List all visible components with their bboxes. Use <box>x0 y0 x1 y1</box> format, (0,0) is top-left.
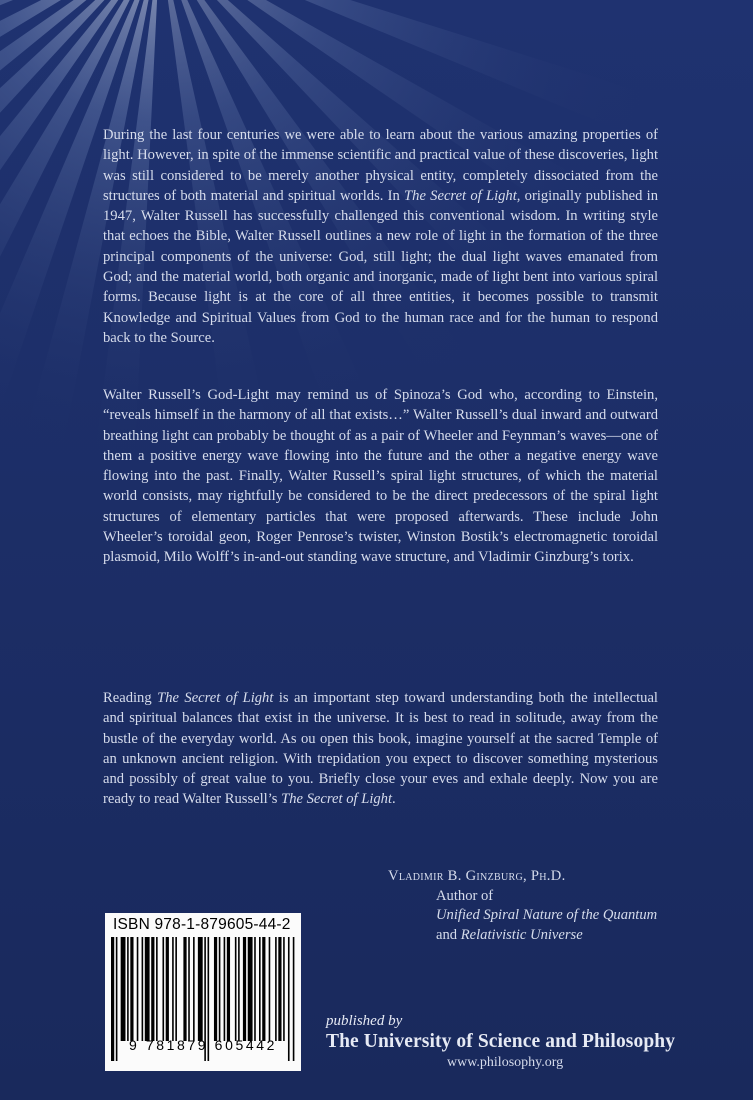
barcode-bar <box>156 937 158 1041</box>
barcode-bar <box>227 937 230 1041</box>
book-title: The Secret of Light, <box>404 187 521 204</box>
signature-role: Author of <box>436 887 494 904</box>
blurb-paragraph-3: Reading The Secret of Light is an important step toward understanding both the intellectual and spiritual balances that exist in the universe. It is best to read in solitude, away from the bustle of the everyday world. As ou open this book, imagine yourself at the sacred Temple of an unknown ancient religion. With trepidation you expect to discover something mysterious and possibly of great value to you. Briefly close your eves and exhale deeply. Now you are ready to read Walter Russell’s The Secret of Light. <box>103 690 658 808</box>
barcode-bar <box>130 937 133 1041</box>
barcode-bar <box>188 937 190 1041</box>
barcode-bar <box>219 937 221 1041</box>
barcode-bar <box>151 937 154 1041</box>
blurb-paragraph-2: Walter Russell’s God-Light may remind us of Spinoza’s God who, according to Einstein, “reveals himself in the harmony of all that exists…” Walter Russell’s dual inward and outward breathing light can probably be thought of as a pair of Wheeler and Feynman’s waves—one of them a positive energy wave flowing into the future and the other a negative energy wave flowing into the past. Finally, Walter Russell’s spiral light structures, of which the material world consists, may rightfully be considered to be the direct predecessors of the spiral light structures of elementary particles that were proposed afterwards. These include John Wheeler’s toroidal geon, Roger Penrose’s twister, Winston Bostik’s electromagnetic toroidal plasmoid, Milo Wolff’s in-and-out standing wave structure, and Vladimir Ginzburg’s torix. <box>103 387 658 566</box>
barcode-bar <box>243 937 246 1041</box>
barcode-bar <box>275 937 277 1041</box>
blurb-paragraph-1: During the last four centuries we were able to learn about the various amazing properties of light. However, in spite of the immense scientific and practical value of these discoveries, light was still considered to be merely another physical entity, completely dissociated from the structures of both material and spiritual worlds. In The Secret of Light, originally published in 1947, Walter Russell has successfully challenged this conventional wisdom. In writing style that echoes the Bible, Walter Russell outlines a new role of light in the formation of the three principal components of the universe: God, still light; the dual light waves emanated from God; and the material world, both organic and inorganic, made of light bent into various spiral forms. Because light is at the core of all three entities, it becomes possible to transmit Knowledge and Spiritual Values from God to the human race and for the human to respond back to the Source. <box>103 127 659 346</box>
barcode-bar <box>254 937 256 1041</box>
publisher-block <box>326 1012 676 1070</box>
barcode-bar <box>183 937 186 1041</box>
book-title: The Secret of Light <box>281 791 393 808</box>
signature-book-line-1: Unified Spiral Nature of the Quantum <box>436 907 658 923</box>
barcode-bar <box>193 937 195 1041</box>
signature-name: Vladimir B. Ginzburg, Ph.D. <box>388 868 566 884</box>
publisher-name: The University of Science and Philosophy <box>326 1031 676 1052</box>
barcode-bar <box>121 937 126 1041</box>
barcode-bar <box>238 937 240 1041</box>
barcode-bar <box>142 937 144 1041</box>
barcode-bar <box>278 937 281 1041</box>
barcode-bar <box>145 937 150 1041</box>
barcode-bar <box>172 937 174 1041</box>
barcode-bar <box>224 937 226 1041</box>
publisher-url: www.philosophy.org <box>447 1055 564 1070</box>
author-signature <box>388 867 657 945</box>
barcode-bar <box>214 937 217 1041</box>
isbn-label: ISBN 978-1-879605-44-2 <box>113 916 291 933</box>
barcode-bar <box>283 937 285 1041</box>
isbn-barcode-box <box>105 913 301 1071</box>
barcode-bar <box>127 937 129 1041</box>
publisher-intro: published by <box>326 1013 403 1029</box>
barcode-bar <box>259 937 261 1041</box>
barcode-bar <box>262 937 265 1041</box>
barcode-bar <box>162 937 164 1041</box>
barcode-digits: 9 781879 605442 <box>129 1037 277 1053</box>
barcode-bar <box>175 937 177 1041</box>
barcode-bar <box>166 937 169 1041</box>
book-title: The Secret of Light <box>157 690 274 706</box>
signature-book-line-2: and Relativistic Universe <box>436 926 583 943</box>
barcode-bar <box>198 937 203 1041</box>
barcode-bar <box>137 937 139 1041</box>
barcode-bar <box>235 937 237 1041</box>
barcode-bar <box>248 937 253 1041</box>
barcode-bar <box>269 937 271 1041</box>
